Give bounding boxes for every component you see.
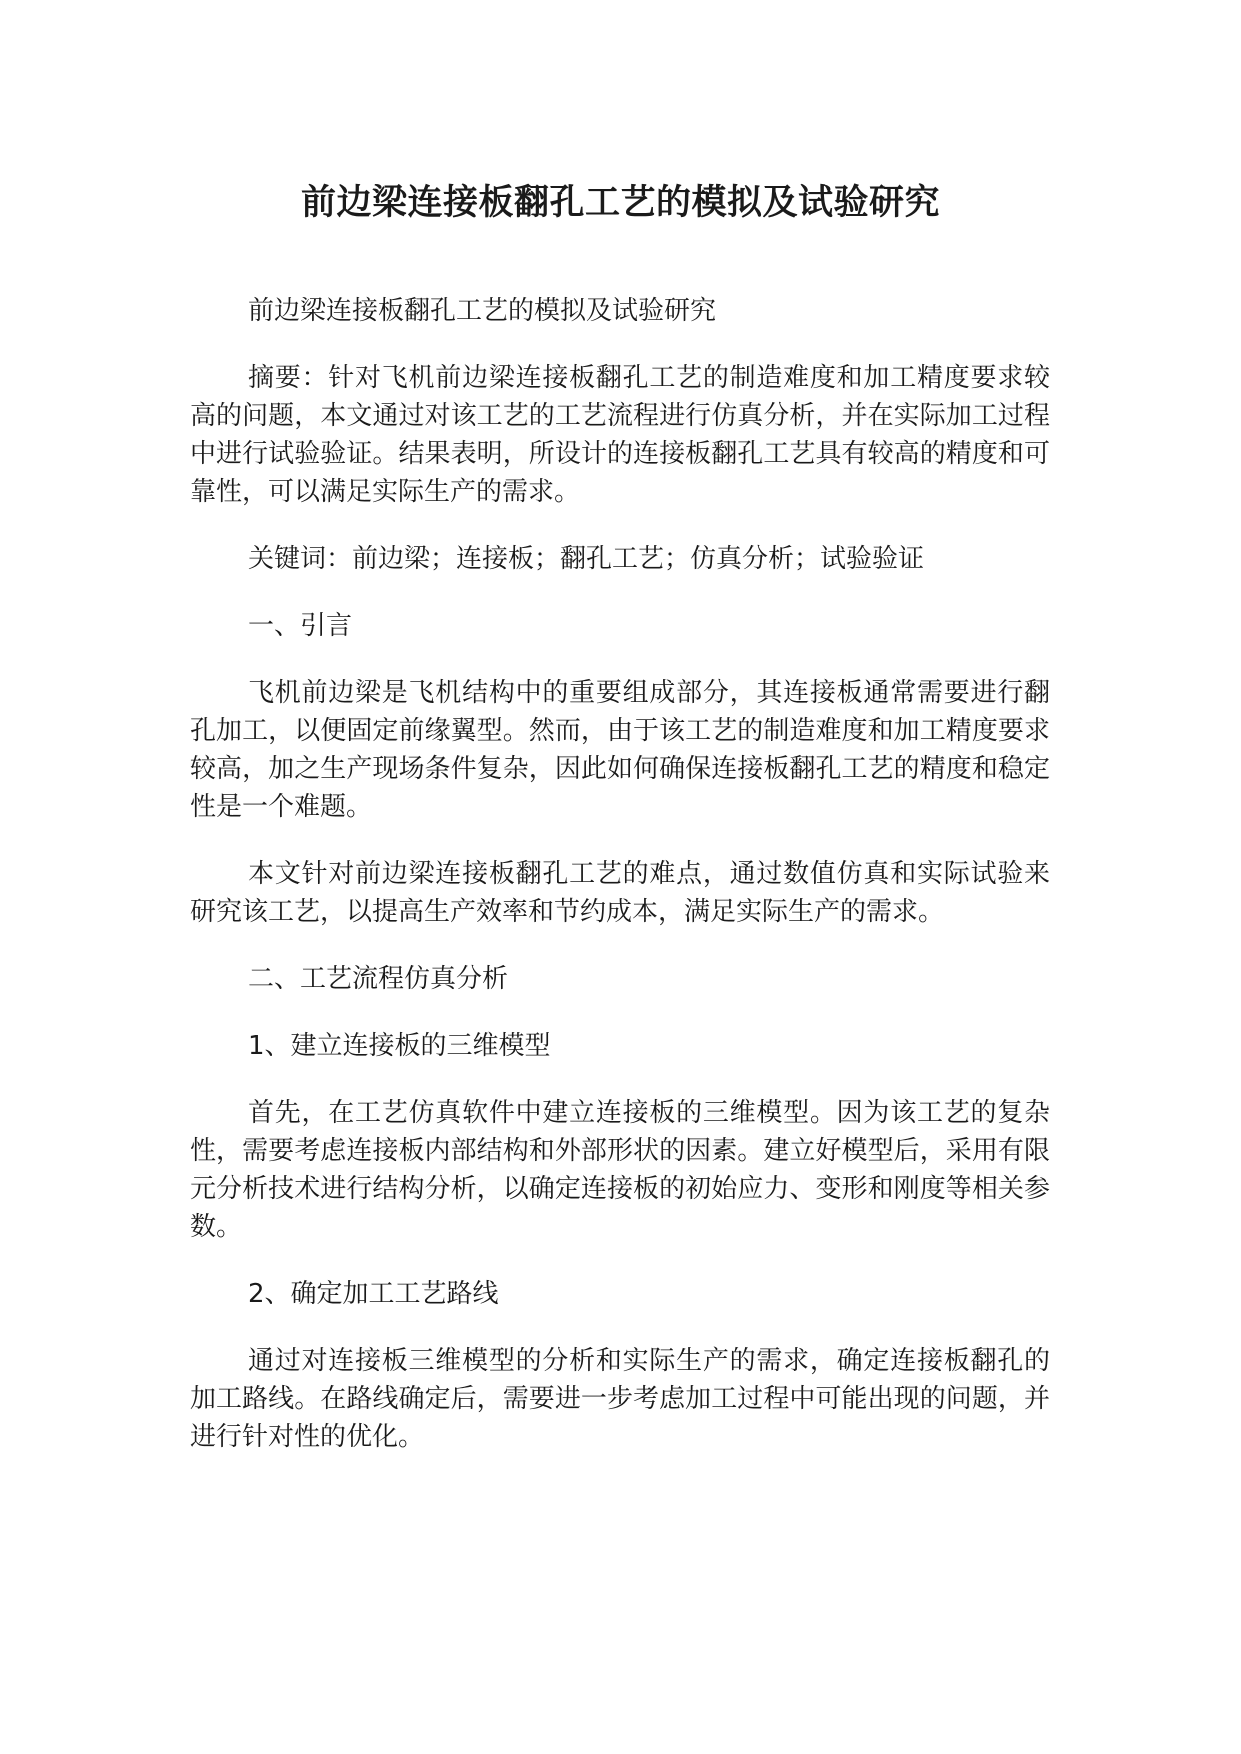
document-body <box>190 292 1050 1485</box>
document-title: 前边梁连接板翻孔工艺的模拟及试验研究 <box>300 183 940 223</box>
keywords-paragraph: 关键词：前边梁；连接板；翻孔工艺；仿真分析；试验验证 <box>248 544 925 574</box>
body-paragraph: 本文针对前边梁连接板翻孔工艺的难点，通过数值仿真和实际试验来研究该工艺，以提高生产效率和节约成本，满足实际生产的需求。 <box>190 859 1050 927</box>
abstract-paragraph: 摘要：针对飞机前边梁连接板翻孔工艺的制造难度和加工精度要求较高的问题，本文通过对该工艺的工艺流程进行仿真分析，并在实际加工过程中进行试验验证。结果表明，所设计的连接板翻孔工艺具有较高的精度和可靠性，可以满足实际生产的需求。 <box>190 363 1050 507</box>
subtitle-paragraph: 前边梁连接板翻孔工艺的模拟及试验研究 <box>248 296 717 326</box>
subsection-heading-model: 1、建立连接板的三维模型 <box>248 1031 551 1061</box>
section-heading-simulation: 二、工艺流程仿真分析 <box>248 964 509 994</box>
section-heading-introduction: 一、引言 <box>248 611 353 641</box>
body-paragraph: 通过对连接板三维模型的分析和实际生产的需求，确定连接板翻孔的加工路线。在路线确定后，需要进一步考虑加工过程中可能出现的问题，并进行针对性的优化。 <box>190 1346 1050 1452</box>
subsection-heading-route: 2、确定加工工艺路线 <box>248 1279 499 1309</box>
body-paragraph: 飞机前边梁是飞机结构中的重要组成部分，其连接板通常需要进行翻孔加工，以便固定前缘翼型。然而，由于该工艺的制造难度和加工精度要求较高，加之生产现场条件复杂，因此如何确保连接板翻孔工艺的精度和稳定性是一个难题。 <box>190 678 1050 822</box>
body-paragraph: 首先，在工艺仿真软件中建立连接板的三维模型。因为该工艺的复杂性，需要考虑连接板内部结构和外部形状的因素。建立好模型后，采用有限元分析技术进行结构分析，以确定连接板的初始应力、变形和刚度等相关参数。 <box>190 1098 1050 1242</box>
